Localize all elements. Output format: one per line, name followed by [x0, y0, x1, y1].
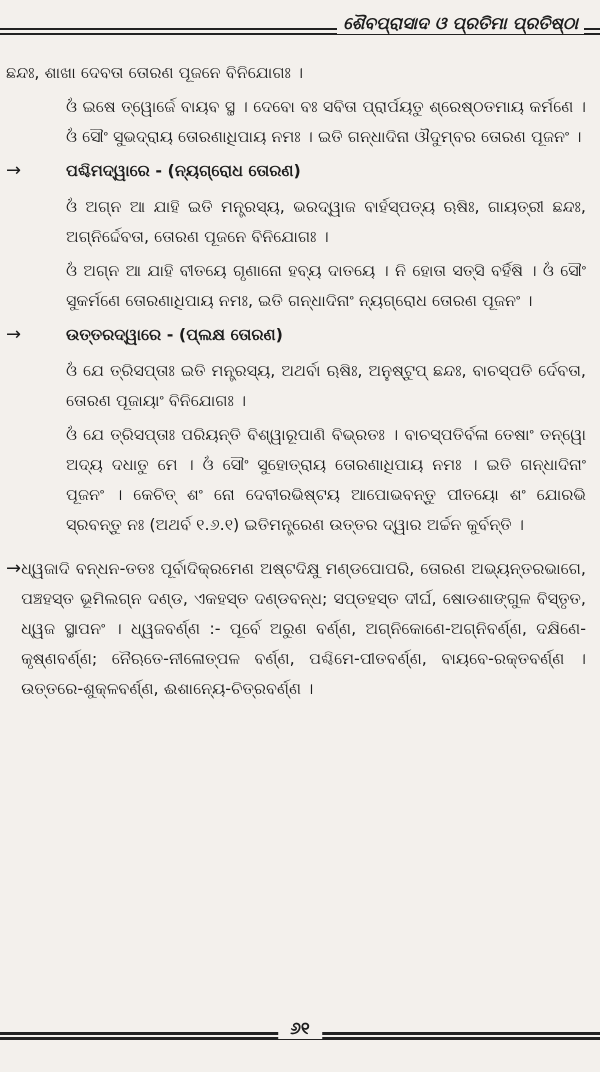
section-heading-west: ପଶ୍ଚିମଦ୍ୱାରେ - (ନ୍ୟଗ୍ରୋଧ ତୋରଣ) [66, 161, 301, 180]
page-number: ୬୧ [278, 1019, 322, 1039]
paragraph-chhanda: ଛନ୍ଦଃ, ଶାଖା ଦେବତା ତୋରଣ ପୂଜନେ ବିନିଯୋଗଃ । [6, 63, 304, 82]
running-header-title: ଶୈବପ୍ରାସାଦ ଓ ପ୍ରତିମା ପ୍ରତିଷ୍ଠା [337, 14, 584, 34]
arrow-icon: → [6, 558, 22, 579]
section-west-door [6, 156, 586, 186]
paragraph-ishe-mantra: ଓଁ ଇଷେ ତ୍ୱୋର୍ଜେ ବାୟବ ସ୍ଥ । ଦେବୋ ବଃ ସବିତା ପ୍ରାର୍ପୟତୁ ଶ୍ରେଷ୍ଠତମାୟ କର୍ମଣେ । ଓଁ ସୌଂ ସୁଭଦ୍ରାୟ ତୋରଣାଧିପାୟ ନମଃ । ଇତି ଗନ୍ଧାଦିନା ଔଦୁମ୍ବର ତୋରଣ ପୂଜନଂ । [66, 97, 586, 146]
paragraph-dhvaja-bandhana: ଧ୍ୱଜାଦି ବନ୍ଧନ-ତତଃ ପୂର୍ବାଦିକ୍ରମେଣ ଅଷ୍ଟଦିକ୍ଷୁ ମଣ୍ଡପୋପରି, ତୋରଣ ଅଭ୍ୟନ୍ତରଭାଗେ, ପଞ୍ଚହସ୍ତ ଭୂମିଲଗ୍ନ ଦଣ୍ଡ, ଏକହସ୍ତ ଦଣ୍ଡବନ୍ଧ; ସପ୍ତହସ୍ତ ଦୀର୍ଘ, ଷୋଡଶାଙ୍ଗୁଳ ବିସ୍ତୃତ, ଧ୍ୱଜ ସ୍ଥାପନଂ । ଧ୍ୱଜବର୍ଣ୍ଣ :- ପୂର୍ବେ ଅରୁଣ ବର୍ଣ୍ଣ, ଅଗ୍ନିକୋଣେ-ଅଗ୍ନିବର୍ଣ୍ଣ, ଦକ୍ଷିଣେ- କୃଷ୍ଣବର୍ଣ୍ଣ; ନୈଋତେ-ନୀଳୋତ୍ପଳ ବର୍ଣ୍ଣ, ପଶ୍ଚିମେ-ପୀତବର୍ଣ୍ଣ, ବାୟବେ-ରକ୍ତବର୍ଣ୍ଣ । ଉତ୍ତରେ-ଶୁକ୍ଳବର୍ଣ୍ଣ, ଈଶାନ୍ୟେ-ଚିତ୍ରବର୍ଣ୍ଣ । [21, 559, 586, 698]
section-heading-north: ଉତ୍ତରଦ୍ୱାରେ - (ପ୍ଲକ୍ଷ ତୋରଣ) [66, 325, 283, 344]
paragraph-agna-mantra: ଓଁ ଅଗ୍ନ ଆ ଯାହି ବୀତୟେ ଗୃଣାନୋ ହବ୍ୟ ଦାତୟେ । ନି ହୋତା ସତ୍ସି ବର୍ହିଷି । ଓଁ ସୌଂ ସୁକର୍ମଣେ ତୋରଣାଧିପାୟ ନମଃ, ଇତି ଗନ୍ଧାଦିନାଂ ନ୍ୟଗ୍ରୋଧ ତୋରଣ ପୂଜନଂ । [66, 261, 586, 310]
paragraph-trisapta-viniyoga: ଓଁ ଯେ ତ୍ରିସପ୍ତାଃ ଇତି ମନ୍ତ୍ରସ୍ୟ, ଅଥର୍ବା ଋଷିଃ, ଅନୁଷ୍ଟୁପ୍ ଛନ୍ଦଃ, ବାଚସ୍ପତି ର୍ଦେବତା, ତୋରଣ ପୂଜାୟାଂ ବିନିଯୋଗଃ । [66, 361, 586, 410]
page-body [6, 58, 586, 708]
paragraph-trisapta-mantra: ଓଁ ଯେ ତ୍ରିସପ୍ତାଃ ପରିୟନ୍ତି ବିଶ୍ୱାରୂପାଣି ବିଭ୍ରତଃ । ବାଚସ୍ପତିର୍ବଳା ତେଷାଂ ତନ୍ୱୋ ଅଦ୍ୟ ଦଧାତୁ ମେ । ଓଁ ସୌଂ ସୁହୋତ୍ରାୟ ତୋରଣାଧିପାୟ ନମଃ । ଇତି ଗନ୍ଧାଦିନାଂ ପୂଜନଂ । କେଚିତ୍ ଶଂ ନୋ ଦେବୀରଭିଷ୍ଟୟ ଆପୋଭବନ୍ତୁ ପୀତୟୋ ଶଂ ଯୋରଭି ସ୍ରବନ୍ତୁ ନଃ (ଅଥର୍ବ ୧.୬.୧) ଇତିମନ୍ତ୍ରେଣ ଉତ୍ତର ଦ୍ୱାର ଅର୍ଚ୍ଚନ କୁର୍ବନ୍ତି । [66, 425, 586, 534]
paragraph-agna-viniyoga: ଓଁ ଅଗ୍ନ ଆ ଯାହି ଇତି ମନ୍ତ୍ରସ୍ୟ, ଭରଦ୍ୱାଜ ବାର୍ହସ୍ପତ୍ୟ ଋଷିଃ, ଗାୟତ୍ରୀ ଛନ୍ଦଃ, ଅଗ୍ନିର୍ଦ୍ଦେବତା, ତୋରଣ ପୂଜନେ ବିନିଯୋଗଃ । [66, 197, 586, 246]
section-north-door [6, 320, 586, 350]
arrow-icon: → [6, 160, 22, 181]
section-flag-binding [6, 554, 586, 708]
arrow-icon: → [6, 324, 22, 345]
